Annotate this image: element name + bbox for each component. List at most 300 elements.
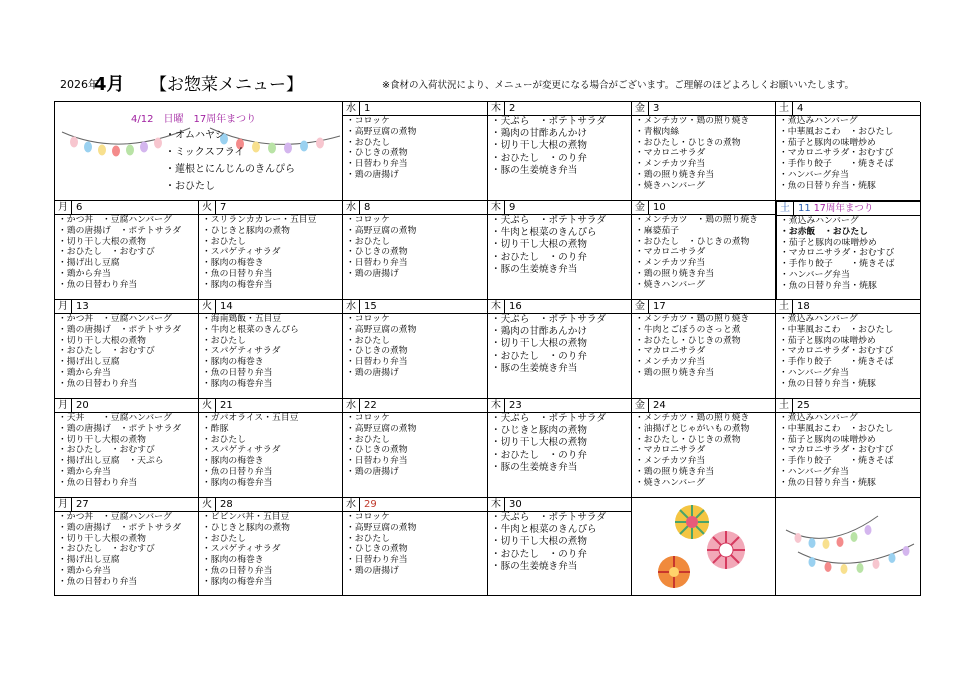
day-cell <box>343 201 488 300</box>
weekday-label: 木 <box>488 102 505 115</box>
day-header <box>55 399 198 413</box>
day-number: 11 <box>798 203 811 214</box>
weekday-label: 木 <box>488 201 505 214</box>
menu-item: ・茄子と豚肉の味噌炒め <box>779 335 876 346</box>
menu-item: ・魚の日替わり弁当 <box>58 477 138 488</box>
menu-item: ・牛肉と根菜のきんぴら <box>491 524 597 536</box>
day-number: 14 <box>220 301 233 312</box>
special-event-title: 4/12 日曜 17周年まつり <box>131 114 257 125</box>
menu-item: ・おひたし <box>346 137 390 148</box>
day-number: 22 <box>364 400 377 411</box>
day-number: 9 <box>509 202 516 213</box>
menu-item: ・ひじきの煮物 <box>346 247 408 258</box>
menu-item: ・日替わり弁当 <box>346 357 408 368</box>
day-cell <box>55 300 199 399</box>
day-header <box>199 498 342 512</box>
menu-item: ・おひたし ・のり弁 <box>491 449 587 461</box>
menu-item: ・おひたし・ひじきの煮物 <box>635 335 741 346</box>
menu-calendar <box>54 101 920 596</box>
day-number: 4 <box>797 103 804 114</box>
menu-item: ・中華風おこわ ・おひたし <box>779 126 894 137</box>
weekday-label: 火 <box>199 300 216 313</box>
menu-item: ・魚の日替わり弁当 <box>58 378 138 389</box>
menu-item: ・おひたし <box>202 434 246 445</box>
day-cell <box>776 102 921 201</box>
menu-item: ・ひじきと豚肉の煮物 <box>202 522 290 533</box>
menu-item: ・豚肉の梅巻き <box>202 555 264 566</box>
menu-item: ・油揚げとじゃがいもの煮物 <box>635 423 750 434</box>
menu-item: ・ひじきと豚肉の煮物 <box>202 225 290 236</box>
menu-item: ・おひたし ・のり弁 <box>491 251 587 263</box>
day-header <box>488 102 631 116</box>
menu-list <box>488 116 631 177</box>
menu-item: ・ハンバーグ弁当 <box>779 169 849 180</box>
menu-item: ・おひたし・ひじきの煮物 <box>635 434 741 445</box>
menu-item: ・高野豆腐の煮物 <box>346 324 417 335</box>
menu-item: ・焼きハンバーグ <box>635 279 705 290</box>
weekday-label: 土 <box>776 399 793 412</box>
list-item: ・オムハヤシ <box>165 130 225 141</box>
day-cell <box>488 300 632 399</box>
menu-list <box>488 215 631 276</box>
menu-item: ・切り干し大根の煮物 <box>491 140 587 152</box>
menu-item: ・手作り餃子 ・焼きそば <box>779 357 894 368</box>
menu-list <box>55 314 198 390</box>
menu-item: ・メンチカツ・鶏の照り焼き <box>635 314 750 324</box>
menu-item: ・天丼 ・豆腐ハンバーグ <box>58 413 172 423</box>
menu-item: ・茄子と豚肉の味噌炒め <box>779 434 876 445</box>
menu-item: ・スパゲティサラダ <box>202 445 281 456</box>
menu-item: ・天ぷら ・ポテトサラダ <box>491 116 607 127</box>
menu-item: ・牛肉と根菜のきんぴら <box>202 324 299 335</box>
menu-item: ・豚の生姜焼き弁当 <box>491 263 578 275</box>
weekday-label: 金 <box>632 399 649 412</box>
menu-item: ・高野豆腐の煮物 <box>346 423 417 434</box>
menu-item: ・魚の日替り弁当 <box>202 565 273 576</box>
day-header <box>632 201 775 215</box>
menu-item: ・魚の日替り弁当・焼豚 <box>779 378 876 389</box>
menu-item: ・メンチカツ・鶏の照り焼き <box>635 116 750 126</box>
weekday-label: 金 <box>632 300 649 313</box>
day-header <box>632 102 775 116</box>
menu-item: ・日替わり弁当 <box>346 456 408 467</box>
day-cell <box>776 399 921 498</box>
day-cell <box>199 399 343 498</box>
menu-list <box>343 512 487 577</box>
special-menu-list <box>165 127 295 195</box>
day-cell <box>343 102 488 201</box>
list-item: ・蓮根とにんじんのきんぴら <box>165 164 295 175</box>
menu-item: ・かつ丼 ・豆腐ハンバーグ <box>58 512 172 522</box>
menu-item: ・ひじきの煮物 <box>346 445 408 456</box>
menu-item: ・鶏の唐揚げ <box>346 169 399 180</box>
menu-item: ・豚の生姜焼き弁当 <box>491 164 578 176</box>
menu-item: ・おひたし <box>202 533 246 544</box>
menu-item: ・メンチカツ ・鶏の照り焼き <box>635 215 758 225</box>
menu-item: ・コロッケ <box>346 413 390 423</box>
day-header <box>343 498 487 512</box>
menu-item: ・鶏の唐揚げ <box>346 466 399 477</box>
menu-item: ・切り干し大根の煮物 <box>491 338 587 350</box>
menu-item: ・コロッケ <box>346 116 390 126</box>
menu-item: ・切り干し大根の煮物 <box>58 533 146 544</box>
menu-item: ・豚の生姜焼き弁当 <box>491 362 578 374</box>
menu-item: ・魚の日替り弁当・焼豚 <box>780 280 877 291</box>
day-number: 3 <box>653 103 660 114</box>
header-month: 4月 <box>94 74 125 95</box>
menu-item: ・かつ丼 ・豆腐ハンバーグ <box>58 215 172 225</box>
menu-item: ・煮込みハンバーグ <box>780 216 859 226</box>
menu-list <box>632 116 775 192</box>
menu-item: ・高野豆腐の煮物 <box>346 225 417 236</box>
menu-item: ・鶏の照り焼き弁当 <box>635 466 715 477</box>
menu-item: ・ひじきと豚肉の煮物 <box>491 425 587 437</box>
menu-item: ・おひたし <box>346 533 390 544</box>
menu-item: ・手作り餃子 ・焼きそば <box>779 159 894 170</box>
menu-list <box>632 215 775 291</box>
menu-item: ・高野豆腐の煮物 <box>346 522 417 533</box>
day-number: 15 <box>364 301 377 312</box>
menu-item: ・ビビンバ丼・五目豆 <box>202 512 290 522</box>
menu-list <box>55 413 198 489</box>
menu-item: ・中華風おこわ ・おひたし <box>779 423 894 434</box>
day-number: 13 <box>76 301 89 312</box>
menu-item: ・日替わり弁当 <box>346 555 408 566</box>
weekday-label: 土 <box>776 300 793 313</box>
menu-item: ・鶏の唐揚げ ・ポテトサラダ <box>58 225 182 236</box>
menu-item: ・メンチカツ弁当 <box>635 159 706 170</box>
page-title: 【お惣菜メニュー】 <box>150 75 303 95</box>
weekday-label: 水 <box>343 201 360 214</box>
day-header <box>199 300 342 314</box>
menu-item: ・切り干し大根の煮物 <box>58 236 146 247</box>
menu-list <box>343 314 487 379</box>
menu-list <box>776 413 920 489</box>
menu-item: ・おひたし <box>346 335 390 346</box>
day-cell <box>55 201 199 300</box>
day-header <box>343 201 487 215</box>
menu-item: ・おひたし ・おむすび <box>58 346 155 357</box>
day-cell <box>488 399 632 498</box>
day-number: 18 <box>797 301 810 312</box>
menu-item: ・切り干し大根の煮物 <box>58 335 146 346</box>
day-cell <box>632 201 776 300</box>
menu-item: ・ハンバーグ弁当 <box>780 269 850 280</box>
day-cell <box>776 300 921 399</box>
day-header <box>343 102 487 116</box>
menu-list <box>488 314 631 375</box>
menu-item: ・高野豆腐の煮物 <box>346 126 417 137</box>
menu-item: ・豚肉の梅巻弁当 <box>202 477 273 488</box>
menu-item: ・おひたし ・おむすび <box>58 544 155 555</box>
weekday-label: 水 <box>343 498 360 511</box>
menu-item: ・メンチカツ弁当 <box>635 258 706 269</box>
menu-item: ・魚の日替わり弁当 <box>58 576 138 587</box>
menu-item: ・牛肉とごぼうのさっと煮 <box>635 324 741 335</box>
menu-item: ・スパゲティサラダ <box>202 544 281 555</box>
header-year: 2026年 <box>60 78 99 91</box>
day-header <box>55 498 198 512</box>
menu-item: ・メンチカツ弁当 <box>635 357 706 368</box>
menu-item: ・焼きハンバーグ <box>635 477 705 488</box>
menu-item: ・おひたし ・おむすび <box>58 247 155 258</box>
menu-list <box>199 512 342 588</box>
menu-item: ・メンチカツ・鶏の照り焼き <box>635 413 750 423</box>
menu-item: ・ハンバーグ弁当 <box>779 367 849 378</box>
day-cell <box>199 300 343 399</box>
menu-item: ・天ぷら ・ポテトサラダ <box>491 314 607 325</box>
menu-list <box>488 413 631 474</box>
day-cell <box>343 300 488 399</box>
menu-item: ・ハンバーグ弁当 <box>779 466 849 477</box>
day-number: 24 <box>653 400 666 411</box>
weekday-label: 月 <box>55 201 72 214</box>
menu-item: ・豚肉の梅巻弁当 <box>202 576 273 587</box>
menu-item: ・マカロニサラダ・おむすび <box>779 346 894 357</box>
menu-list <box>199 314 342 390</box>
menu-item: ・豚肉の梅巻き <box>202 357 264 368</box>
day-header <box>488 498 631 512</box>
menu-item: ・日替わり弁当 <box>346 258 408 269</box>
day-number: 29 <box>364 499 377 510</box>
menu-item: ・魚の日替り弁当 <box>202 466 273 477</box>
menu-item: ・おひたし <box>202 236 246 247</box>
menu-item: ・ひじきの煮物 <box>346 148 408 159</box>
menu-item: ・スリランカカレー・五目豆 <box>202 215 317 225</box>
menu-item: ・ひじきの煮物 <box>346 346 408 357</box>
day-cell <box>199 498 343 596</box>
menu-item: ・鶏から弁当 <box>58 268 111 279</box>
weekday-label: 水 <box>343 102 360 115</box>
menu-item: ・鶏から弁当 <box>58 367 111 378</box>
menu-item: ・揚げ出し豆腐 <box>58 258 120 269</box>
menu-item: ・スパゲティサラダ <box>202 346 281 357</box>
menu-item: ・魚の日替わり弁当 <box>58 279 138 290</box>
day-number: 27 <box>76 499 89 510</box>
day-number: 20 <box>76 400 89 411</box>
day-header <box>776 399 920 413</box>
garland-decoration <box>776 498 921 596</box>
weekday-label: 土 <box>776 102 793 115</box>
menu-list <box>343 215 487 280</box>
day-header <box>488 399 631 413</box>
menu-list <box>776 314 920 390</box>
menu-item: ・天ぷら ・ポテトサラダ <box>491 215 607 226</box>
day-cell <box>343 399 488 498</box>
menu-item: ・煮込みハンバーグ <box>779 116 858 126</box>
weekday-label: 木 <box>488 498 505 511</box>
menu-list <box>55 215 198 291</box>
day-number: 6 <box>76 202 83 213</box>
menu-item: ・酢豚 <box>202 423 229 434</box>
day-number: 7 <box>220 202 227 213</box>
day-header <box>343 399 487 413</box>
menu-item: ・豚肉の梅巻弁当 <box>202 378 273 389</box>
menu-item: ・切り干し大根の煮物 <box>491 437 587 449</box>
weekday-label: 月 <box>55 300 72 313</box>
menu-item: ・ひじきの煮物 <box>346 544 408 555</box>
day-header <box>199 399 342 413</box>
menu-list <box>777 216 920 292</box>
menu-item: ・煮込みハンバーグ <box>779 314 858 324</box>
menu-item: ・鶏の照り焼き弁当 <box>635 169 715 180</box>
menu-item: ・魚の日替り弁当 <box>202 367 273 378</box>
weekday-label: 月 <box>55 498 72 511</box>
weekday-label: 土 <box>777 202 794 215</box>
menu-list <box>55 512 198 588</box>
menu-item: ・マカロニサラダ <box>635 247 706 258</box>
menu-item: ・おひたし ・おむすび <box>58 445 155 456</box>
menu-item: ・マカロニサラダ <box>635 346 706 357</box>
menu-item: ・手作り餃子 ・焼きそば <box>780 259 895 270</box>
menu-item: ・スパゲティサラダ <box>202 247 281 258</box>
menu-item: ・揚げ出し豆腐 <box>58 555 120 566</box>
menu-item: ・茄子と豚肉の味噌炒め <box>780 237 877 248</box>
day-header <box>777 202 920 216</box>
menu-list <box>632 413 775 489</box>
menu-item: ・天ぷら ・ポテトサラダ <box>491 413 607 424</box>
day-number: 21 <box>220 400 233 411</box>
menu-item: ・コロッケ <box>346 215 390 225</box>
menu-item: ・鶏から弁当 <box>58 466 111 477</box>
menu-item: ・魚の日替り弁当・焼豚 <box>779 477 876 488</box>
list-item: ・ミックスフライ <box>165 147 245 158</box>
menu-item: ・おひたし ・のり弁 <box>491 350 587 362</box>
menu-list <box>488 512 631 573</box>
menu-item: ・マカロニサラダ <box>635 148 706 159</box>
menu-item: ・かつ丼 ・豆腐ハンバーグ <box>58 314 172 324</box>
menu-item: ・鶏の唐揚げ <box>346 367 399 378</box>
menu-item: ・おひたし・ひじきの煮物 <box>635 137 741 148</box>
day-cell <box>343 498 488 596</box>
day-header <box>776 102 920 116</box>
special-event-box <box>55 102 343 201</box>
weekday-label: 金 <box>632 201 649 214</box>
weekday-label: 木 <box>488 300 505 313</box>
menu-item: ・焼きハンバーグ <box>635 180 705 191</box>
day-number: 23 <box>509 400 522 411</box>
menu-item: ・茄子と豚肉の味噌炒め <box>779 137 876 148</box>
menu-item: ・揚げ出し豆腐 ・天ぷら <box>58 456 164 467</box>
day-header <box>55 201 198 215</box>
day-header <box>199 201 342 215</box>
day-number: 17 <box>653 301 666 312</box>
day-cell <box>632 102 776 201</box>
menu-item: ・鶏の照り焼き弁当 <box>635 268 715 279</box>
temari-decoration <box>632 498 776 596</box>
weekday-label: 木 <box>488 399 505 412</box>
weekday-label: 火 <box>199 201 216 214</box>
weekday-label: 金 <box>632 102 649 115</box>
menu-item: ・コロッケ <box>346 314 390 324</box>
day-cell <box>632 399 776 498</box>
day-cell <box>632 300 776 399</box>
menu-list <box>343 116 487 181</box>
menu-item: ・お赤飯 ・おひたし <box>780 226 868 237</box>
menu-item: ・コロッケ <box>346 512 390 522</box>
temari-icon <box>634 500 774 595</box>
menu-item: ・鶏の唐揚げ ・ポテトサラダ <box>58 522 182 533</box>
menu-list <box>632 314 775 379</box>
menu-item: ・豚肉の梅巻き <box>202 258 264 269</box>
menu-item: ・中華風おこわ ・おひたし <box>779 324 894 335</box>
menu-item: ・メンチカツ弁当 <box>635 456 706 467</box>
menu-item: ・青椒肉絲 <box>635 126 679 137</box>
menu-item: ・手作り餃子 ・焼きそば <box>779 456 894 467</box>
menu-item: ・煮込みハンバーグ <box>779 413 858 423</box>
menu-item: ・おひたし <box>202 335 246 346</box>
menu-item: ・切り干し大根の煮物 <box>58 434 146 445</box>
day-cell <box>488 498 632 596</box>
menu-item: ・マカロニサラダ・おむすび <box>779 445 894 456</box>
menu-item: ・日替わり弁当 <box>346 159 408 170</box>
menu-item: ・マカロニサラダ <box>635 445 706 456</box>
day-header <box>632 300 775 314</box>
menu-item: ・おひたし <box>346 434 390 445</box>
menu-item: ・魚の日替り弁当 <box>202 268 273 279</box>
day-number: 25 <box>797 400 810 411</box>
weekday-label: 水 <box>343 300 360 313</box>
menu-item: ・マカロニサラダ・おむすび <box>780 248 895 259</box>
menu-item: ・おひたし ・のり弁 <box>491 152 587 164</box>
day-number: 28 <box>220 499 233 510</box>
weekday-label: 月 <box>55 399 72 412</box>
menu-item: ・鶏の唐揚げ ・ポテトサラダ <box>58 423 182 434</box>
menu-item: ・鶏肉の甘酢あんかけ <box>491 128 587 140</box>
menu-item: ・揚げ出し豆腐 <box>58 357 120 368</box>
day-header <box>776 300 920 314</box>
menu-item: ・鶏肉の甘酢あんかけ <box>491 326 587 338</box>
menu-list <box>199 413 342 489</box>
menu-list <box>343 413 487 478</box>
menu-item: ・ガパオライス・五目豆 <box>202 413 299 423</box>
menu-item: ・おひたし ・ひじきの煮物 <box>635 236 750 247</box>
menu-item: ・豚の生姜焼き弁当 <box>491 461 578 473</box>
menu-item: ・マカロニサラダ・おむすび <box>779 148 894 159</box>
menu-item: ・鶏の唐揚げ <box>346 565 399 576</box>
day-number: 1 <box>364 103 371 114</box>
menu-item: ・鶏の唐揚げ <box>346 268 399 279</box>
header-note: ※食材の入荷状況により、メニューが変更になる場合がございます。ご理解のほどよろしくお願いいたします。 <box>382 80 854 91</box>
garland-icon <box>778 500 920 595</box>
day-number: 16 <box>509 301 522 312</box>
menu-item: ・麻婆茄子 <box>635 225 679 236</box>
menu-item: ・海南鶏飯・五目豆 <box>202 314 282 324</box>
day-header <box>632 399 775 413</box>
weekday-label: 水 <box>343 399 360 412</box>
day-number: 10 <box>653 202 666 213</box>
day-cell <box>776 201 921 300</box>
day-number: 8 <box>364 202 371 213</box>
day-header <box>488 300 631 314</box>
menu-item: ・豚肉の梅巻き <box>202 456 264 467</box>
menu-item: ・おひたし ・のり弁 <box>491 548 587 560</box>
menu-list <box>776 116 920 192</box>
menu-item: ・鶏の照り焼き弁当 <box>635 367 715 378</box>
day-number: 2 <box>509 103 516 114</box>
menu-item: ・天ぷら ・ポテトサラダ <box>491 512 607 523</box>
day-event-label: 17周年まつり <box>813 203 874 214</box>
menu-item: ・牛肉と根菜のきんぴら <box>491 227 597 239</box>
weekday-label: 火 <box>199 498 216 511</box>
weekday-label: 火 <box>199 399 216 412</box>
menu-item: ・鶏から弁当 <box>58 565 111 576</box>
menu-item: ・切り干し大根の煮物 <box>491 239 587 251</box>
day-number: 30 <box>509 499 522 510</box>
menu-item: ・豚肉の梅巻弁当 <box>202 279 273 290</box>
day-header <box>343 300 487 314</box>
day-header <box>488 201 631 215</box>
